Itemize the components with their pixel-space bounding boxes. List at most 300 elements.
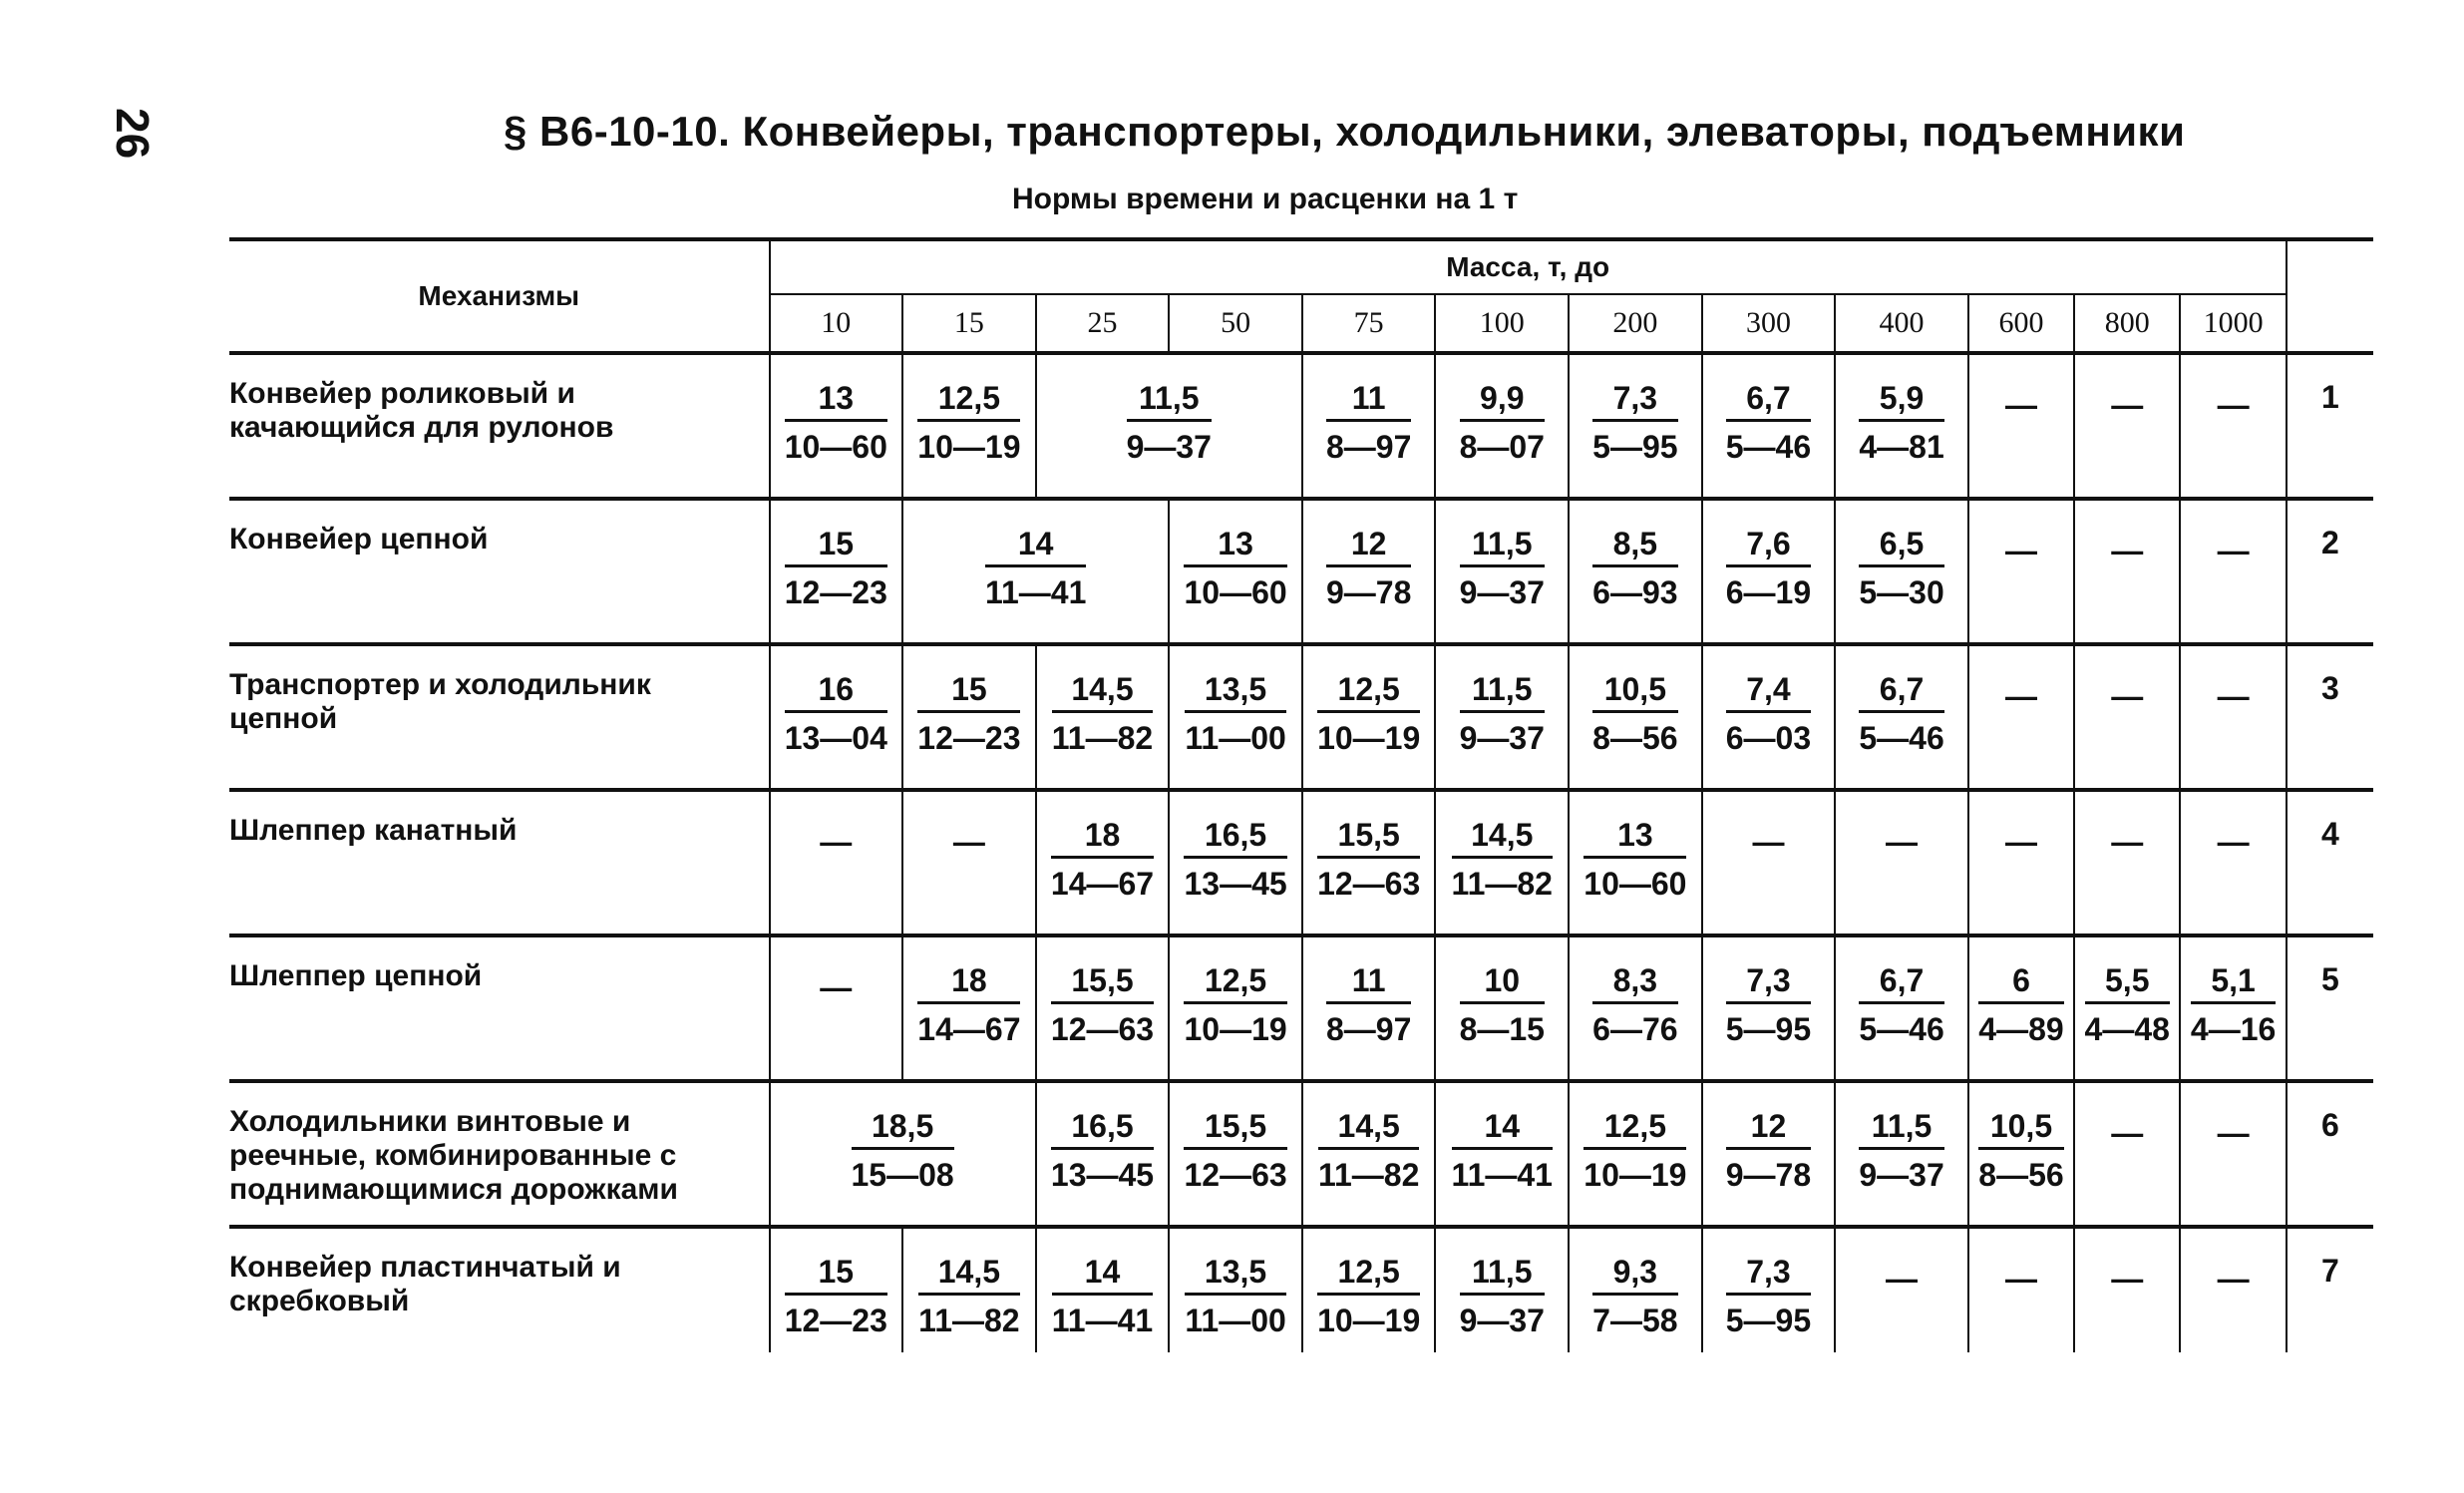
rate-value: 10—19: [1584, 1157, 1687, 1193]
no-value-dash: —: [2004, 678, 2037, 714]
time-norm: 6,7: [1859, 961, 1943, 1004]
value-cell: [1169, 935, 1302, 1081]
value-cell: [902, 353, 1036, 499]
no-value-dash: —: [2111, 824, 2144, 860]
time-norm: 11,5: [1460, 525, 1545, 567]
value-cell: [1835, 353, 1968, 499]
norm-fraction: [1726, 670, 1811, 759]
column-header-mass-800: 800: [2074, 294, 2180, 353]
value-cell: [1302, 499, 1436, 644]
time-norm: 14,5: [918, 1253, 1019, 1296]
value-cell: [770, 353, 903, 499]
table-row: [229, 1227, 2373, 1352]
no-value-dash: —: [2111, 1115, 2144, 1151]
rate-value: 12—23: [917, 720, 1021, 756]
norm-fraction: [1584, 816, 1686, 905]
time-norm: 11,5: [1460, 1253, 1545, 1296]
norm-fraction: [1184, 961, 1286, 1050]
no-value-dash: —: [2217, 824, 2250, 860]
rate-value: 8—56: [1592, 720, 1678, 756]
rate-value: 8—15: [1459, 1011, 1545, 1047]
norm-fraction: [1184, 525, 1286, 613]
norm-fraction: [1859, 525, 1943, 613]
norm-fraction: [1726, 379, 1811, 468]
norm-fraction: [917, 379, 1020, 468]
norm-fraction: [1460, 379, 1545, 468]
time-norm: 16,5: [1184, 816, 1286, 859]
value-cell: [1569, 644, 1702, 790]
norm-fraction: [1726, 1107, 1811, 1196]
value-cell: [1036, 353, 1302, 499]
norm-fraction: [1859, 379, 1943, 468]
rate-value: 9—78: [1725, 1157, 1812, 1193]
norm-fraction: [1317, 1253, 1420, 1341]
time-norm: 6,7: [1859, 670, 1943, 713]
time-norm: 5,5: [2085, 961, 2170, 1004]
value-cell: [2074, 644, 2180, 790]
time-norm: 14,5: [1452, 816, 1553, 859]
time-norm: 8,3: [1592, 961, 1677, 1004]
row-number-header: [2287, 239, 2373, 353]
rate-value: 6—76: [1592, 1011, 1678, 1047]
rate-value: 9—37: [1459, 574, 1545, 610]
value-cell: [1835, 790, 1968, 935]
rate-value: 10—19: [1317, 1303, 1421, 1338]
norm-fraction: [1452, 816, 1553, 905]
no-value-dash: —: [2111, 533, 2144, 568]
rate-value: 11—82: [1451, 866, 1553, 902]
value-cell: [1702, 1081, 1836, 1227]
value-cell: [2074, 1227, 2180, 1352]
no-value-dash: —: [2004, 533, 2037, 568]
time-norm: 11,5: [1859, 1107, 1943, 1150]
row-number: 3: [2287, 644, 2373, 790]
table-row: [229, 790, 2373, 935]
norm-fraction: [1592, 379, 1677, 468]
no-value-dash: —: [1886, 1261, 1919, 1297]
rate-value: 11—82: [918, 1303, 1020, 1338]
rate-value: 8—97: [1325, 1011, 1412, 1047]
rate-value: 5—95: [1592, 429, 1678, 465]
no-value-dash: —: [2111, 678, 2144, 714]
value-cell: [770, 644, 903, 790]
rate-value: 9—37: [1459, 1303, 1545, 1338]
value-cell: [1302, 644, 1436, 790]
time-norm: 14: [1052, 1253, 1153, 1296]
column-header-mass-600: 600: [1968, 294, 2074, 353]
time-norm: 10,5: [1978, 1107, 2063, 1150]
time-norm: 8,5: [1592, 525, 1677, 567]
table-row: [229, 935, 2373, 1081]
value-cell: [1302, 1081, 1436, 1227]
value-cell: [1968, 1081, 2074, 1227]
rate-value: 12—63: [1050, 1011, 1155, 1047]
no-value-dash: —: [2004, 1261, 2037, 1297]
rate-value: 12—63: [1317, 866, 1421, 902]
value-cell: [2180, 790, 2286, 935]
time-norm: 9,3: [1592, 1253, 1677, 1296]
section-title: § В6-10-10. Конвейеры, транспортеры, холодильники, элеваторы, подъемники: [504, 108, 2186, 155]
value-cell: [1569, 1227, 1702, 1352]
value-cell: [1302, 790, 1436, 935]
value-cell: [902, 1227, 1036, 1352]
norm-fraction: [1052, 670, 1153, 759]
no-value-dash: —: [2004, 824, 2037, 860]
rate-value: 4—16: [2190, 1011, 2277, 1047]
value-cell: [1702, 790, 1836, 935]
time-norm: 12,5: [1584, 1107, 1686, 1150]
norm-fraction: [1051, 961, 1154, 1050]
row-number: 5: [2287, 935, 2373, 1081]
value-cell: [1435, 790, 1569, 935]
time-norm: 5,9: [1859, 379, 1943, 422]
table-row: [229, 644, 2373, 790]
time-norm: 18: [1051, 816, 1154, 859]
norm-fraction: [1326, 379, 1411, 468]
time-norm: 11,5: [1127, 379, 1212, 422]
value-cell: [1702, 353, 1836, 499]
value-cell: [1835, 644, 1968, 790]
row-number: 6: [2287, 1081, 2373, 1227]
value-cell: [1036, 790, 1170, 935]
time-norm: 18,5: [852, 1107, 954, 1150]
value-cell: [1835, 1227, 1968, 1352]
rate-value: 5—95: [1725, 1011, 1812, 1047]
time-norm: 7,3: [1592, 379, 1677, 422]
value-cell: [1302, 935, 1436, 1081]
column-header-mass-300: 300: [1702, 294, 1836, 353]
norm-fraction: [918, 1253, 1019, 1341]
norm-fraction: [1592, 525, 1677, 613]
time-norm: 12: [1726, 1107, 1811, 1150]
value-cell: [2074, 353, 2180, 499]
value-cell: [1435, 499, 1569, 644]
no-value-dash: —: [1886, 824, 1919, 860]
no-value-dash: —: [2217, 387, 2250, 423]
rate-value: 6—03: [1725, 720, 1812, 756]
no-value-dash: —: [2217, 533, 2250, 568]
no-value-dash: —: [1752, 824, 1785, 860]
value-cell: [1835, 935, 1968, 1081]
norm-fraction: [1318, 1107, 1419, 1196]
norm-fraction: [1127, 379, 1212, 468]
no-value-dash: —: [820, 824, 853, 860]
table-body: [229, 353, 2373, 1352]
rate-value: 13—45: [1050, 1157, 1155, 1193]
norm-fraction: [1978, 1107, 2063, 1196]
rate-value: 11—41: [1051, 1303, 1154, 1338]
value-cell: [1036, 644, 1170, 790]
rate-value: 11—41: [1451, 1157, 1553, 1193]
norm-fraction: [785, 525, 887, 613]
time-norm: 12,5: [1317, 670, 1420, 713]
no-value-dash: —: [952, 824, 985, 860]
value-cell: [1569, 1081, 1702, 1227]
norm-fraction: [985, 525, 1086, 613]
value-cell: [2180, 499, 2286, 644]
norm-fraction: [1592, 670, 1677, 759]
norm-fraction: [1185, 670, 1285, 759]
time-norm: 7,3: [1726, 1253, 1811, 1296]
time-norm: 14: [1452, 1107, 1553, 1150]
mechanism-name: Холодильники винтовые и реечные, комбинированные с поднимающимися дорожками: [229, 1081, 770, 1227]
norm-fraction: [1726, 961, 1811, 1050]
rate-value: 8—97: [1325, 429, 1412, 465]
column-header-mass-75: 75: [1302, 294, 1436, 353]
rate-value: 10—19: [1184, 1011, 1287, 1047]
value-cell: [1302, 1227, 1436, 1352]
norm-fraction: [1460, 1253, 1545, 1341]
rate-value: 10—60: [1184, 574, 1287, 610]
value-cell: [2074, 790, 2180, 935]
time-norm: 14,5: [1052, 670, 1153, 713]
no-value-dash: —: [2217, 1115, 2250, 1151]
value-cell: [2180, 1227, 2286, 1352]
time-norm: 6: [1978, 961, 2063, 1004]
value-cell: [1835, 499, 1968, 644]
value-cell: [1169, 790, 1302, 935]
norm-fraction: [1326, 525, 1411, 613]
time-norm: 6,5: [1859, 525, 1943, 567]
value-cell: [1968, 1227, 2074, 1352]
rate-value: 12—23: [784, 1303, 887, 1338]
time-norm: 10,5: [1592, 670, 1677, 713]
time-norm: 12,5: [1184, 961, 1286, 1004]
rate-value: 9—37: [1459, 720, 1545, 756]
rate-value: 13—45: [1184, 866, 1287, 902]
rate-value: 11—00: [1185, 1303, 1286, 1338]
time-norm: 11,5: [1460, 670, 1545, 713]
norm-fraction: [785, 670, 887, 759]
rate-value: 14—67: [917, 1011, 1021, 1047]
value-cell: [1968, 644, 2074, 790]
time-norm: 15: [785, 525, 887, 567]
time-norm: 12: [1326, 525, 1411, 567]
no-value-dash: —: [820, 969, 853, 1005]
value-cell: [1968, 353, 2074, 499]
value-cell: [1968, 935, 2074, 1081]
rate-value: 5—46: [1859, 1011, 1944, 1047]
mass-header: Масса, т, до: [770, 239, 2287, 294]
value-cell: [1435, 1227, 1569, 1352]
value-cell: [1435, 1081, 1569, 1227]
value-cell: [1302, 353, 1436, 499]
rate-value: 9—37: [1859, 1157, 1944, 1193]
value-cell: [770, 1081, 1036, 1227]
norm-fraction: [1859, 961, 1943, 1050]
rate-value: 4—48: [2084, 1011, 2170, 1047]
value-cell: [1169, 499, 1302, 644]
norm-fraction: [917, 670, 1020, 759]
value-cell: [2074, 935, 2180, 1081]
norm-fraction: [1185, 1253, 1285, 1341]
time-norm: 6,7: [1726, 379, 1811, 422]
column-header-mass-1000: 1000: [2180, 294, 2286, 353]
value-cell: [1036, 1227, 1170, 1352]
norm-fraction: [1584, 1107, 1686, 1196]
norm-fraction: [1326, 961, 1411, 1050]
mechanism-name: Шлеппер цепной: [229, 935, 770, 1081]
value-cell: [2180, 935, 2286, 1081]
rate-value: 14—67: [1050, 866, 1155, 902]
time-norm: 15,5: [1317, 816, 1420, 859]
value-cell: [1968, 499, 2074, 644]
norm-fraction: [2191, 961, 2276, 1050]
value-cell: [1569, 790, 1702, 935]
value-cell: [1036, 1081, 1170, 1227]
rate-value: 5—95: [1725, 1303, 1812, 1338]
value-cell: [1435, 935, 1569, 1081]
time-norm: 15: [785, 1253, 887, 1296]
row-number: 7: [2287, 1227, 2373, 1352]
value-cell: [902, 790, 1036, 935]
table-row: [229, 1081, 2373, 1227]
time-norm: 18: [917, 961, 1020, 1004]
value-cell: [1036, 935, 1170, 1081]
rate-value: 9—37: [1126, 429, 1212, 465]
value-cell: [1835, 1081, 1968, 1227]
rate-value: 11—41: [984, 574, 1087, 610]
value-cell: [902, 644, 1036, 790]
value-cell: [1169, 644, 1302, 790]
rate-value: 4—89: [1978, 1011, 2064, 1047]
column-header-mass-50: 50: [1169, 294, 1302, 353]
rate-value: 10—19: [1317, 720, 1421, 756]
value-cell: [770, 1227, 903, 1352]
value-cell: [770, 499, 903, 644]
rate-value: 10—60: [784, 429, 887, 465]
mechanism-name: Конвейер пластинчатый и скребковый: [229, 1227, 770, 1352]
column-header-mass-200: 200: [1569, 294, 1702, 353]
time-norm: 12,5: [1317, 1253, 1420, 1296]
rate-value: 12—23: [784, 574, 887, 610]
value-cell: [2180, 353, 2286, 499]
rate-value: 10—60: [1584, 866, 1687, 902]
time-norm: 11: [1326, 961, 1411, 1004]
rate-value: 11—82: [1051, 720, 1154, 756]
value-cell: [1435, 644, 1569, 790]
norm-fraction: [1726, 1253, 1811, 1341]
time-norm: 7,3: [1726, 961, 1811, 1004]
time-norm: 16: [785, 670, 887, 713]
time-norm: 7,4: [1726, 670, 1811, 713]
rate-value: 4—81: [1859, 429, 1944, 465]
mechanism-name: Транспортер и холодильник цепной: [229, 644, 770, 790]
row-number: 2: [2287, 499, 2373, 644]
table-row: [229, 499, 2373, 644]
time-norm: 13: [785, 379, 887, 422]
rate-value: 5—46: [1725, 429, 1812, 465]
norm-fraction: [1978, 961, 2063, 1050]
time-norm: 9,9: [1460, 379, 1545, 422]
row-number: 1: [2287, 353, 2373, 499]
norm-fraction: [1452, 1107, 1553, 1196]
norms-table: [229, 237, 2373, 1352]
value-cell: [1435, 353, 1569, 499]
mechanism-name: Конвейер роликовый и качающийся для рулонов: [229, 353, 770, 499]
time-norm: 15,5: [1184, 1107, 1286, 1150]
norm-fraction: [1317, 816, 1420, 905]
rate-value: 12—63: [1184, 1157, 1287, 1193]
time-norm: 13: [1184, 525, 1286, 567]
mechanism-name: Шлеппер канатный: [229, 790, 770, 935]
time-norm: 15,5: [1051, 961, 1154, 1004]
rate-value: 10—19: [917, 429, 1021, 465]
no-value-dash: —: [2004, 387, 2037, 423]
no-value-dash: —: [2217, 678, 2250, 714]
value-cell: [2074, 499, 2180, 644]
norm-fraction: [1317, 670, 1420, 759]
time-norm: 16,5: [1051, 1107, 1154, 1150]
mechanism-header: Механизмы: [229, 239, 770, 353]
norm-fraction: [1592, 961, 1677, 1050]
norm-fraction: [1051, 1107, 1154, 1196]
norm-fraction: [1726, 525, 1811, 613]
value-cell: [1702, 644, 1836, 790]
norm-fraction: [1460, 525, 1545, 613]
column-header-mass-10: 10: [770, 294, 903, 353]
column-header-mass-15: 15: [902, 294, 1036, 353]
time-norm: 14: [985, 525, 1086, 567]
time-norm: 7,6: [1726, 525, 1811, 567]
column-header-mass-100: 100: [1435, 294, 1569, 353]
value-cell: [770, 790, 903, 935]
time-norm: 15: [917, 670, 1020, 713]
value-cell: [1968, 790, 2074, 935]
time-norm: 11: [1326, 379, 1411, 422]
time-norm: 10: [1460, 961, 1545, 1004]
value-cell: [2074, 1081, 2180, 1227]
rate-value: 11—00: [1185, 720, 1286, 756]
value-cell: [1569, 353, 1702, 499]
norm-fraction: [852, 1107, 954, 1196]
no-value-dash: —: [2111, 387, 2144, 423]
rate-value: 13—04: [784, 720, 887, 756]
norm-fraction: [1859, 670, 1943, 759]
norm-fraction: [2085, 961, 2170, 1050]
value-cell: [902, 499, 1169, 644]
table-row: [229, 353, 2373, 499]
rate-value: 5—46: [1859, 720, 1944, 756]
norm-fraction: [1859, 1107, 1943, 1196]
value-cell: [1702, 1227, 1836, 1352]
rate-value: 6—19: [1725, 574, 1812, 610]
rate-value: 5—30: [1859, 574, 1944, 610]
time-norm: 13,5: [1185, 1253, 1285, 1296]
page-number: 26: [107, 108, 159, 160]
time-norm: 13,5: [1185, 670, 1285, 713]
norm-fraction: [1184, 1107, 1286, 1196]
value-cell: [2180, 1081, 2286, 1227]
value-cell: [770, 935, 903, 1081]
norm-fraction: [785, 1253, 887, 1341]
norm-fraction: [785, 379, 887, 468]
value-cell: [1702, 935, 1836, 1081]
rate-value: 8—07: [1459, 429, 1545, 465]
value-cell: [1169, 1081, 1302, 1227]
time-norm: 14,5: [1318, 1107, 1419, 1150]
rate-value: 9—78: [1325, 574, 1412, 610]
no-value-dash: —: [2111, 1261, 2144, 1297]
rate-value: 6—93: [1592, 574, 1678, 610]
value-cell: [2180, 644, 2286, 790]
rate-value: 8—56: [1978, 1157, 2064, 1193]
value-cell: [902, 935, 1036, 1081]
rate-value: 11—82: [1317, 1157, 1420, 1193]
row-number: 4: [2287, 790, 2373, 935]
table-subtitle: Нормы времени и расценки на 1 т: [1012, 183, 1519, 215]
rate-value: 15—08: [851, 1157, 954, 1193]
